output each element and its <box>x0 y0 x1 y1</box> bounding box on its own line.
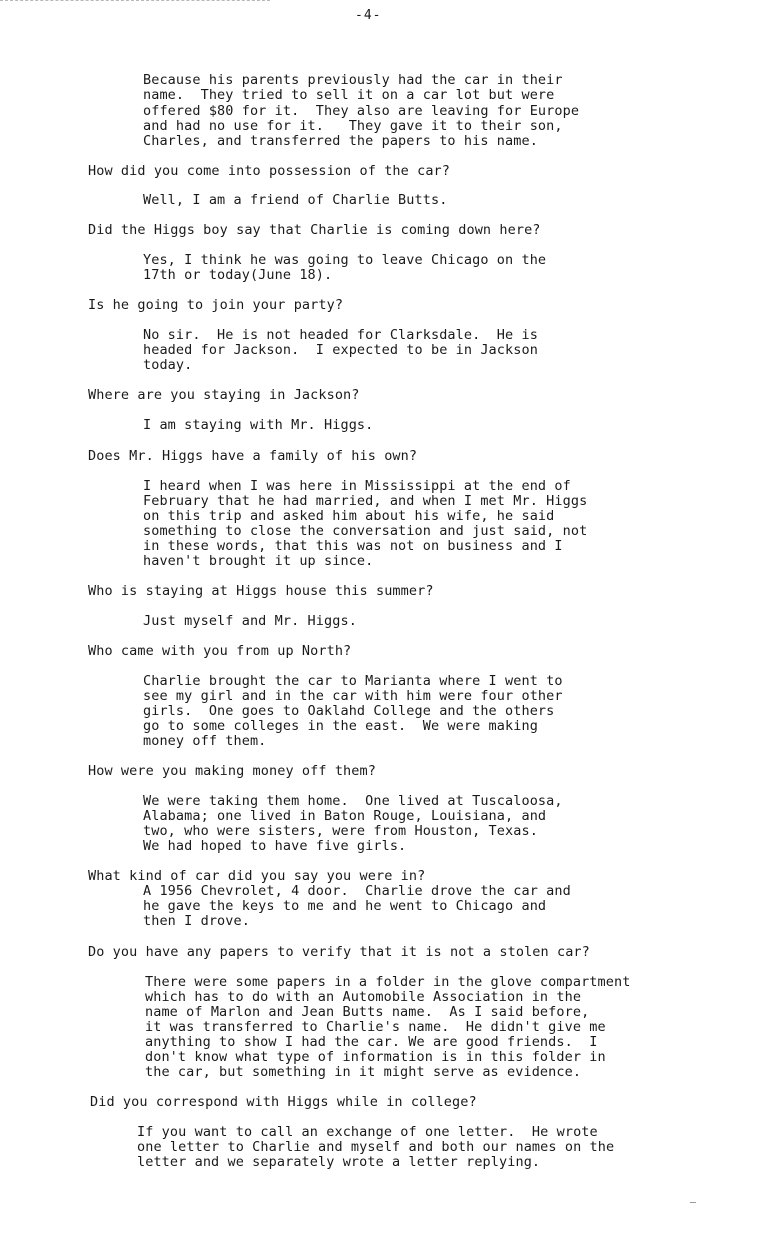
answer-line: We had hoped to have five girls. <box>143 838 407 854</box>
question-line: How did you come into possession of the car? <box>88 163 451 179</box>
scan-speck <box>690 1202 696 1203</box>
answer-line: see my girl and in the car with him were four other <box>143 688 563 704</box>
answer-line: two, who were sisters, were from Houston, Texas. <box>143 823 538 839</box>
answer-line: offered $80 for it. They also are leaving for Europe <box>143 103 580 119</box>
answer-line: February that he had married, and when I met Mr. Higgs <box>143 493 588 509</box>
answer-line: name. They tried to sell it on a car lot but were <box>143 87 555 103</box>
question-line: Did the Higgs boy say that Charlie is coming down here? <box>88 222 541 238</box>
question-line: Is he going to join your party? <box>88 297 344 313</box>
answer-line: Well, I am a friend of Charlie Butts. <box>143 192 448 208</box>
answer-line: Charles, and transferred the papers to his name. <box>143 133 538 149</box>
top-dashed-rule <box>0 0 270 1</box>
answer-line: it was transferred to Charlie's name. He didn't give me <box>145 1019 606 1035</box>
answer-line: If you want to call an exchange of one letter. He wrote <box>137 1124 598 1140</box>
question-line: Does Mr. Higgs have a family of his own? <box>88 448 418 464</box>
answer-line: letter and we separately wrote a letter replying. <box>137 1154 541 1170</box>
answer-line: then I drove. <box>143 913 250 929</box>
answer-line: and had no use for it. They gave it to their son, <box>143 118 563 134</box>
answer-line: Charlie brought the car to Marianta where I went to <box>143 673 563 689</box>
answer-line: headed for Jackson. I expected to be in Jackson <box>143 342 538 358</box>
answer-line: on this trip and asked him about his wife, he said <box>143 508 555 524</box>
answer-line: go to some colleges in the east. We were making <box>143 718 538 734</box>
answer-line: Alabama; one lived in Baton Rouge, Louisiana, and <box>143 808 547 824</box>
answer-line: Yes, I think he was going to leave Chicago on the <box>143 252 547 268</box>
answer-line: 17th or today(June 18). <box>143 267 333 283</box>
question-line: Did you correspond with Higgs while in college? <box>90 1094 477 1110</box>
answer-line: money off them. <box>143 733 267 749</box>
answer-line: I am staying with Mr. Higgs. <box>143 417 374 433</box>
answer-line: don't know what type of information is in this folder in <box>145 1049 606 1065</box>
question-line: Where are you staying in Jackson? <box>88 387 360 403</box>
page-number: -4- <box>355 8 382 23</box>
answer-line: which has to do with an Automobile Association in the <box>145 989 582 1005</box>
question-line: Who came with you from up North? <box>88 643 352 659</box>
question-line: How were you making money off them? <box>88 763 376 779</box>
answer-line: one letter to Charlie and myself and both our names on the <box>137 1139 615 1155</box>
answer-line: something to close the conversation and just said, not <box>143 523 588 539</box>
answer-line: A 1956 Chevrolet, 4 door. Charlie drove the car and <box>143 883 571 899</box>
answer-line: No sir. He is not headed for Clarksdale. He is <box>143 327 538 343</box>
answer-line: today. <box>143 357 193 373</box>
answer-line: in these words, that this was not on business and I <box>143 538 563 554</box>
question-line: Who is staying at Higgs house this summer? <box>88 583 434 599</box>
answer-line: I heard when I was here in Mississippi at the end of <box>143 478 571 494</box>
answer-line: anything to show I had the car. We are good friends. I <box>145 1034 598 1050</box>
answer-line: Just myself and Mr. Higgs. <box>143 613 357 629</box>
answer-line: girls. One goes to Oaklahd College and the others <box>143 703 555 719</box>
question-line: What kind of car did you say you were in? <box>88 868 426 884</box>
answer-line: haven't brought it up since. <box>143 553 374 569</box>
answer-line: he gave the keys to me and he went to Chicago and <box>143 898 547 914</box>
question-line: Do you have any papers to verify that it is not a stolen car? <box>88 944 590 960</box>
answer-line: There were some papers in a folder in the glove compartment <box>145 974 631 990</box>
answer-line: Because his parents previously had the car in their <box>143 72 563 88</box>
answer-line: We were taking them home. One lived at Tuscaloosa, <box>143 793 563 809</box>
answer-line: the car, but something in it might serve as evidence. <box>145 1064 582 1080</box>
answer-line: name of Marlon and Jean Butts name. As I said before, <box>145 1004 590 1020</box>
